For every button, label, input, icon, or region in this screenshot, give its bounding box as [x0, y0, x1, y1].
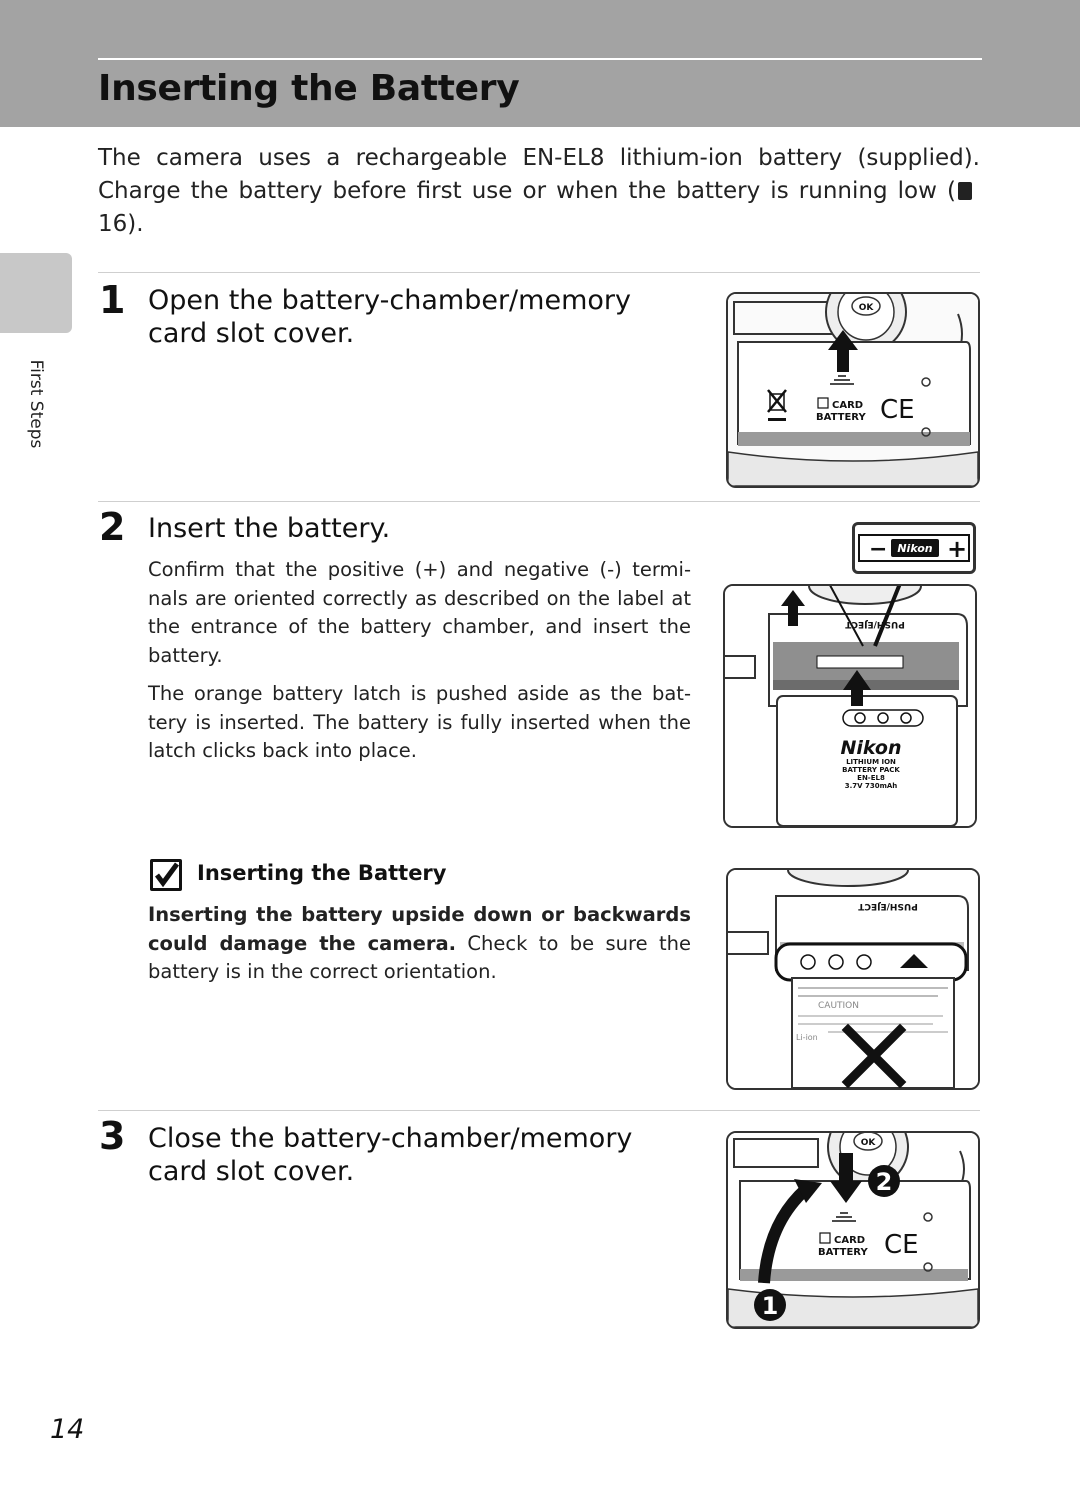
- eject-label: PUSH/EJECT: [845, 619, 905, 629]
- battery-text-line: EN-EL8: [857, 774, 885, 782]
- step-marker-2: 2: [875, 1168, 893, 1196]
- note-title: Inserting the Battery: [197, 861, 447, 885]
- battery-brand: Nikon: [840, 737, 902, 759]
- ok-button-label: OK: [858, 303, 874, 313]
- ce-mark: CE: [884, 1230, 919, 1260]
- li-ion-label: Li-ion: [796, 1033, 818, 1042]
- step-marker-1: 1: [761, 1292, 779, 1320]
- intro-paragraph: [98, 142, 980, 241]
- minus-symbol: −: [869, 537, 888, 562]
- wrong-orientation-illustration: [726, 868, 980, 1090]
- step-number: 3: [99, 1114, 126, 1158]
- intro-text: The camera uses a rechargeable EN-EL8 lithium-ion battery (supplied). Charge the battery before first use or when the battery is running low (: [98, 145, 980, 204]
- step-number: 1: [99, 278, 126, 322]
- step-instructions: Confirm that the positive (+) and negative (-) termi-nals are oriented correctly as described on the label at the entrance of the battery chamber, and insert the battery.: [148, 558, 691, 667]
- page-reference-icon: [958, 182, 972, 200]
- battery-label: BATTERY: [816, 412, 866, 423]
- battery-text-line: 3.7V 730mAh: [844, 782, 898, 790]
- note-body: [148, 901, 691, 987]
- note-warning: Inserting the battery upside down or backwards could damage the camera.: [148, 903, 691, 955]
- step-title: Close the battery-chamber/memory card slot cover.: [148, 1123, 633, 1187]
- ok-button-label: OK: [860, 1138, 876, 1148]
- step-divider: [98, 501, 980, 502]
- caution-label: CAUTION: [818, 1001, 859, 1011]
- intro-text-end: ).: [127, 211, 144, 237]
- checkmark-icon: [150, 859, 182, 891]
- ce-mark: CE: [880, 395, 915, 425]
- card-label: CARD: [832, 400, 864, 411]
- terminal-label-callout: [852, 522, 976, 574]
- step-title: Insert the battery.: [148, 513, 391, 544]
- close-cover-illustration: [726, 1131, 980, 1329]
- page-title: Inserting the Battery: [98, 68, 520, 109]
- note-text: Check to be sure the battery is in the correct orientation.: [148, 931, 691, 983]
- open-cover-illustration: [726, 292, 980, 488]
- battery-text-line: BATTERY PACK: [842, 766, 900, 774]
- step-instructions: The orange battery latch is pushed aside as the bat-tery is inserted. The battery is fully inserted when the latch clicks back into place.: [148, 682, 691, 762]
- step-title: Open the battery-chamber/memory card slot cover.: [148, 285, 631, 349]
- card-label: CARD: [834, 1235, 866, 1246]
- page-number: 14: [50, 1414, 85, 1445]
- section-tab-label: First Steps: [26, 359, 46, 449]
- battery-label: BATTERY: [818, 1247, 868, 1258]
- label-brand: Nikon: [897, 542, 933, 555]
- step-divider: [98, 1110, 980, 1111]
- header-rule: [98, 58, 982, 60]
- plus-symbol: +: [947, 535, 968, 563]
- eject-label: PUSH/EJECT: [858, 901, 918, 911]
- step-number: 2: [99, 505, 126, 549]
- step-divider: [98, 272, 980, 273]
- insert-battery-illustration: [723, 584, 977, 828]
- intro-page-ref: 16: [98, 211, 128, 237]
- battery-text-line: LITHIUM ION: [846, 758, 896, 766]
